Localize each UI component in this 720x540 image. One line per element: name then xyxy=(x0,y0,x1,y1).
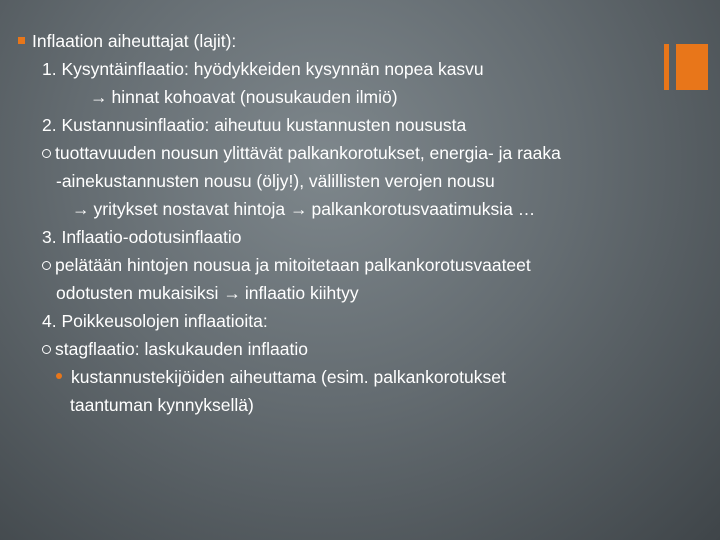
list-item xyxy=(56,170,495,192)
list-item xyxy=(90,86,398,108)
list-item-text: odotusten mukaisiksi xyxy=(56,283,219,303)
list-item xyxy=(42,226,241,248)
list-item-text: 4. Poikkeusolojen inflaatioita: xyxy=(42,311,268,331)
list-item-text: inflaatio kiihtyy xyxy=(244,283,359,303)
list-item-text: kustannustekijöiden aiheuttama (esim. palkankorotukset xyxy=(71,367,506,387)
list-item xyxy=(70,394,254,416)
circle-bullet-icon xyxy=(42,345,51,354)
list-item xyxy=(42,338,308,360)
list-item xyxy=(42,58,484,80)
list-item-text: pelätään hintojen nousua ja mitoitetaan palkankorotusvaateet xyxy=(55,255,531,275)
list-item xyxy=(42,254,531,276)
list-item-text: stagflaatio: laskukauden inflaatio xyxy=(55,339,308,359)
list-item xyxy=(42,310,268,332)
list-item-text: -ainekustannusten nousu (öljy!), välillisten verojen nousu xyxy=(56,171,495,191)
circle-bullet-icon xyxy=(42,149,51,158)
accent-bar-thick xyxy=(676,44,708,90)
list-item xyxy=(56,366,506,388)
accent-bar-thin xyxy=(664,44,669,90)
square-bullet-icon xyxy=(18,37,25,44)
dot-bullet-icon xyxy=(56,373,62,379)
list-item-text: palkankorotusvaatimuksia … xyxy=(311,199,536,219)
list-item-text: tuottavuuden nousun ylittävät palkankorotukset, energia- ja raaka xyxy=(55,143,561,163)
arrow-right-icon: → xyxy=(90,87,108,107)
list-item xyxy=(56,282,359,304)
heading-text: Inflaation aiheuttajat (lajit): xyxy=(32,31,237,51)
list-item-text: yritykset nostavat hintoja xyxy=(93,199,286,219)
accent-bars xyxy=(664,44,708,90)
list-item xyxy=(42,114,466,136)
list-item-text: 1. Kysyntäinflaatio: hyödykkeiden kysynnän nopea kasvu xyxy=(42,59,484,79)
list-item-text: hinnat kohoavat (nousukauden ilmiö) xyxy=(111,87,398,107)
arrow-right-icon: → xyxy=(72,199,90,219)
circle-bullet-icon xyxy=(42,261,51,270)
arrow-right-icon: → xyxy=(223,283,241,303)
list-item xyxy=(42,142,561,164)
list-item-text: 2. Kustannusinflaatio: aiheutuu kustannusten noususta xyxy=(42,115,467,135)
list-item-text: taantuman kynnyksellä) xyxy=(70,395,254,415)
list-item xyxy=(72,198,535,220)
list-item xyxy=(18,30,236,52)
list-item-text: 3. Inflaatio-odotusinflaatio xyxy=(42,227,242,247)
arrow-right-icon: → xyxy=(290,199,308,219)
